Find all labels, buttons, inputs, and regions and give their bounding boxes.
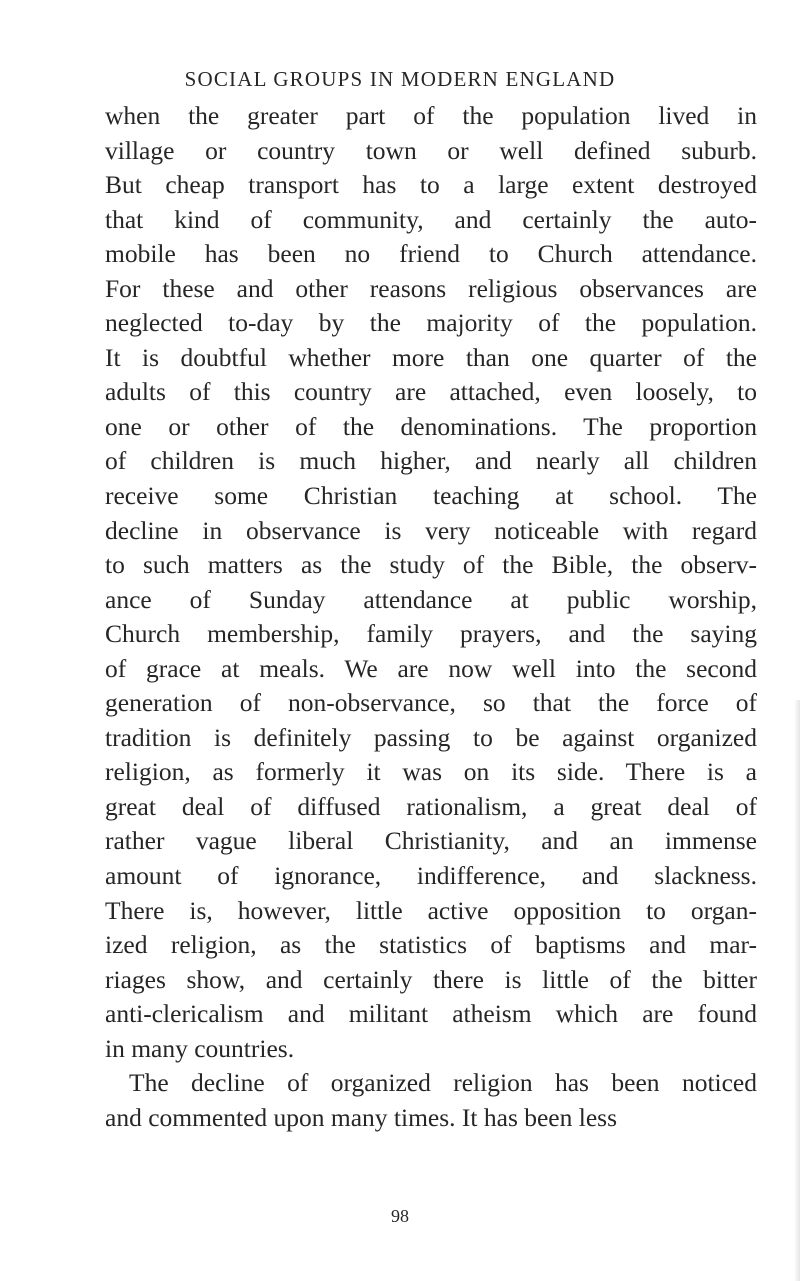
text-line: religion, as formerly it was on its side. There is a [105, 757, 757, 787]
text-line: rather vague liberal Christianity, and an immense [105, 826, 757, 856]
text-line: neglected to-day by the majority of the population. [105, 308, 757, 338]
text-line: receive some Christian teaching at school. The [105, 481, 757, 511]
text-line: that kind of community, and certainly the auto- [105, 204, 757, 234]
paragraph-first-line: The decline of organized religion has been noticed [129, 1068, 757, 1098]
text-line: when the greater part of the population lived in [105, 101, 757, 130]
text-line: decline in observance is very noticeable with regard [105, 515, 757, 545]
text-line: mobile has been no friend to Church attendance. [105, 239, 757, 269]
text-line: village or country town or well defined suburb. [105, 135, 757, 165]
text-line: of grace at meals. We are now well into the second [105, 653, 757, 683]
text-line: amount of ignorance, indifference, and slackness. [105, 861, 757, 891]
text-line: ance of Sunday attendance at public worship, [105, 584, 757, 614]
text-line: adults of this country are attached, even loosely, to [105, 377, 757, 407]
text-line: But cheap transport has to a large extent destroyed [105, 170, 757, 200]
text-line: great deal of diffused rationalism, a great deal of [105, 791, 757, 821]
text-line: and commented upon many times. It has been less [105, 1102, 618, 1132]
body-text [105, 99, 757, 1135]
page-edge-shadow [794, 700, 800, 1281]
text-line: For these and other reasons religious observances are [105, 273, 757, 303]
page-number: 98 [391, 1206, 409, 1226]
running-head: SOCIAL GROUPS IN MODERN ENGLAND [184, 67, 616, 91]
text-line: of children is much higher, and nearly all children [105, 446, 757, 476]
text-line: Church membership, family prayers, and the saying [105, 619, 757, 649]
text-line: generation of non-observance, so that the force of [105, 688, 757, 718]
text-line: in many countries. [105, 1033, 295, 1063]
text-line: ized religion, as the statistics of baptisms and mar- [105, 930, 757, 960]
text-line: to such matters as the study of the Bible, the observ- [105, 550, 757, 580]
text-line: riages show, and certainly there is little of the bitter [105, 964, 757, 994]
text-line: It is doubtful whether more than one quarter of the [105, 342, 757, 372]
text-line: There is, however, little active opposition to organ- [105, 895, 757, 925]
text-line: one or other of the denominations. The proportion [105, 411, 757, 441]
text-line: anti-clericalism and militant atheism which are found [105, 999, 757, 1029]
text-line: tradition is definitely passing to be against organized [105, 722, 757, 752]
